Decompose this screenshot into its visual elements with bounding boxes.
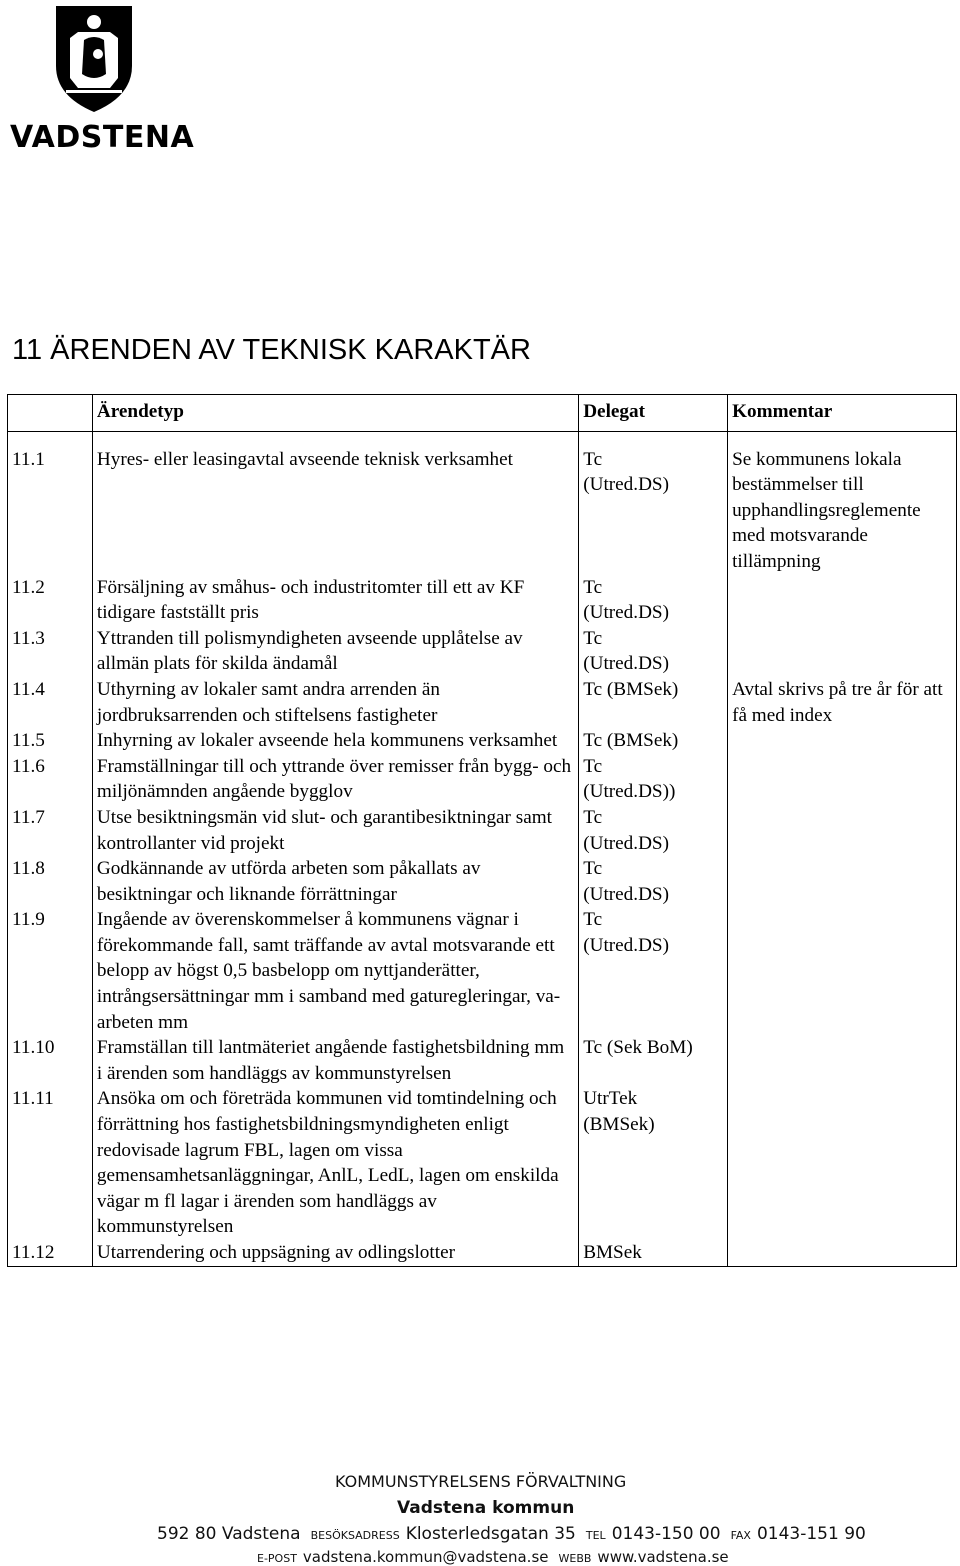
row-kommentar [728,626,957,677]
row-type: Hyres- eller leasingavtal avseende teknisk verksamhet [92,447,578,575]
row-number: 11.9 [8,907,93,1035]
row-number: 11.7 [8,805,93,856]
row-type: Framställningar till och yttrande över remisser från bygg- och miljönämnden angående bygglov [92,754,578,805]
table-row [8,856,957,907]
footer-postal: 592 80 Vadstena [157,1524,301,1544]
row-delegat: Tc (Utred.DS) [579,626,728,677]
row-type: Försäljning av småhus- och industritomter till ett av KF tidigare fastställt pris [92,575,578,626]
row-delegat: Tc (Utred.DS) [579,447,728,575]
footer-office: KOMMUNSTYRELSENS FÖRVALTNING [335,1472,627,1491]
row-number: 11.5 [8,728,93,754]
footer-email[interactable]: vadstena.kommun@vadstena.se [302,1548,549,1566]
row-kommentar [728,1035,957,1086]
row-delegat: BMSek [579,1240,728,1266]
table-header-row [8,395,957,432]
row-number: 11.4 [8,677,93,728]
row-kommentar [728,575,957,626]
row-type: Utse besiktningsmän vid slut- och garantibesiktningar samt kontrollanter vid projekt [92,805,578,856]
page-title: 11 ÄRENDEN AV TEKNISK KARAKTÄR [12,334,531,366]
footer-fax: 0143-151 90 [756,1524,866,1544]
header-type: Ärendetyp [92,395,578,432]
row-number: 11.2 [8,575,93,626]
table-row [8,754,957,805]
footer-visit-label: BESÖKSADRESS [310,1529,400,1542]
row-kommentar: Se kommunens lokala bestämmelser till upphandlingsreglemente med motsvarande tillämpning [728,447,957,575]
row-number: 11.11 [8,1086,93,1240]
footer-web-label: WEBB [558,1552,592,1565]
table-row [8,626,957,677]
row-number: 11.8 [8,856,93,907]
coat-of-arms-icon [54,4,134,114]
row-number: 11.12 [8,1240,93,1266]
table-row [8,1035,957,1086]
row-kommentar [728,907,957,1035]
table-row [8,1240,957,1266]
row-kommentar [728,1086,957,1240]
row-type: Yttranden till polismyndigheten avseende upplåtelse av allmän plats för skilda ändamål [92,626,578,677]
table-row [8,677,957,728]
table-row [8,1086,957,1240]
row-delegat: Tc (Sek BoM) [579,1035,728,1086]
footer-name: Vadstena kommun [397,1498,575,1518]
row-kommentar [728,856,957,907]
header-delegat: Delegat [579,395,728,432]
footer-web[interactable]: www.vadstena.se [597,1548,729,1566]
row-delegat: Tc (Utred.DS) [579,856,728,907]
table-row [8,728,957,754]
logo-text: VADSTENA [10,120,195,155]
table-row [8,907,957,1035]
row-type: Utarrendering och uppsägning av odlingslotter [92,1240,578,1266]
row-type: Inhyrning av lokaler avseende hela kommunens verksamhet [92,728,578,754]
header-kommentar: Kommentar [728,395,957,432]
table-row [8,805,957,856]
row-delegat: Tc (Utred.DS) [579,575,728,626]
table-row [8,575,957,626]
row-kommentar: Avtal skrivs på tre år för att få med index [728,677,957,728]
row-delegat: Tc (BMSek) [579,677,728,728]
row-kommentar [728,805,957,856]
footer-visit: Klosterledsgatan 35 [405,1524,576,1544]
delegation-table [7,394,957,1267]
row-type: Godkännande av utförda arbeten som påkallats av besiktningar och liknande förrättningar [92,856,578,907]
municipality-logo [10,4,195,155]
row-type: Ingående av överenskommelser å kommunens vägnar i förekommande fall, samt träffande av avtal motsvarande ett belopp av högst 0,5 basbelopp om nyttjanderätter, intrångsersättningar mm i samband med gaturegleringar, va-arbeten mm [92,907,578,1035]
footer-fax-label: FAX [730,1529,751,1542]
row-type: Framställan till lantmäteriet angående fastighetsbildning mm i ärenden som handläggs av kommunstyrelsen [92,1035,578,1086]
row-number: 11.10 [8,1035,93,1086]
row-delegat: UtrTek (BMSek) [579,1086,728,1240]
footer-tel-label: TEL [585,1529,606,1542]
table-spacer-row [8,431,957,447]
row-number: 11.6 [8,754,93,805]
footer-tel: 0143-150 00 [611,1524,721,1544]
row-kommentar [728,1240,957,1266]
row-delegat: Tc (Utred.DS) [579,805,728,856]
row-type: Uthyrning av lokaler samt andra arrenden än jordbruksarrenden och stiftelsens fastigheter [92,677,578,728]
row-delegat: Tc (Utred.DS)) [579,754,728,805]
footer-contact-line [257,1548,729,1566]
footer-address-line [157,1524,866,1544]
row-type: Ansöka om och företräda kommunen vid tomtindelning och förrättning hos fastighetsbildningsmyndigheten enligt redovisade lagrum FBL, lagen om vissa gemensamhetsanläggningar, AnlL, LedL, lagen om enskilda vägar m fl lagar i ärenden som handläggs av kommunstyrelsen [92,1086,578,1240]
row-delegat: Tc (Utred.DS) [579,907,728,1035]
table-body [8,431,957,1266]
row-number: 11.1 [8,447,93,575]
row-kommentar [728,754,957,805]
row-number: 11.3 [8,626,93,677]
table-row [8,447,957,575]
row-delegat: Tc (BMSek) [579,728,728,754]
row-kommentar [728,728,957,754]
footer-email-label: E-POST [257,1552,297,1565]
header-number [8,395,93,432]
